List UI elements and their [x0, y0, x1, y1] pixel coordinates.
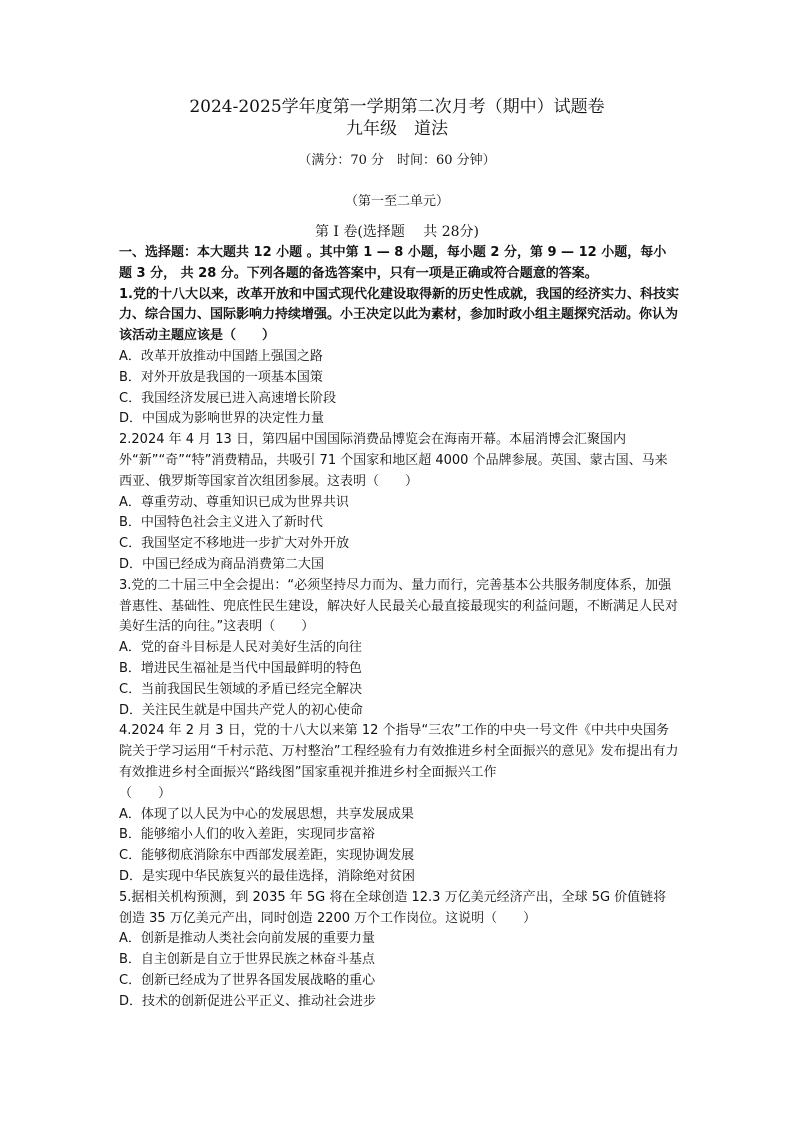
score-time-info: （满分：70 分 时间：60 分钟）: [298, 153, 496, 168]
question-4: [119, 721, 679, 887]
option-d: D．技术的创新促进公平正义、推动社会进步: [119, 993, 377, 1009]
exam-content: [119, 243, 679, 1012]
part-heading: 第 Ⅰ 卷(选择题 共 28分): [314, 224, 480, 240]
question-stem: 4.2024 年 2 月 3 日，党的十八大以来第 12 个指导“三农”工作的中央一号文件《中共中央国务院关于学习运用“千村示范、万村整治”工程经验有力有效推进乡村全面振兴的意见》发布提出有力有效推进乡村全面振兴“路线图”国家重视并推进乡村全面振兴工作: [119, 723, 679, 780]
option-a: A．创新是推动人类社会向前发展的重要力量: [119, 931, 375, 947]
grade-subject: 九年级 道法: [346, 119, 448, 139]
question-stem: 2.2024 年 4 月 13 日，第四届中国国际消费品博览会在海南开幕。本届消博会汇聚国内外“新”“奇”“特”消费精品，共吸引 71 个国家和地区超 4000 个品牌参展。英国、蒙古国、马来西亚、俄罗斯等国家首次组团参展。这表明（ ）: [119, 432, 668, 489]
answer-paren: （ ）: [119, 785, 172, 801]
question-3: [119, 576, 679, 722]
question-stem: 3.党的二十届三中全会提出：“必须坚持尽力而为、量力而行，完善基本公共服务制度体系，加强普惠性、基础性、兜底性民生建设，解决好人民最关心最直接最现实的利益问题，不断满足人民对美好生活的向往。”这表明（ ）: [119, 577, 679, 635]
option-d: D．中国已经成为商品消费第二大国: [119, 556, 325, 572]
option-d: D．是实现中华民族复兴的最佳选择，消除绝对贫困: [119, 868, 416, 884]
option-c: C．能够彻底消除东中西部发展差距，实现协调发展: [119, 848, 415, 864]
option-c: C．我国坚定不移地进一步扩大对外开放: [119, 536, 350, 552]
option-b: B．对外开放是我国的一项基本国策: [119, 369, 323, 385]
unit-scope: （第一至二单元）: [344, 194, 449, 209]
option-b: B．能够缩小人们的收入差距，实现同步富裕: [119, 827, 375, 843]
option-a: A．党的奋斗目标是人民对美好生活的向往: [119, 640, 362, 656]
section-instructions: 一、选择题：本大题共 12 小题 。其中第 1 — 8 小题，每小题 2 分，第 9 — 12 小题，每小题 3 分， 共 28 分。下列各题的备选答案中，只有一项是正确或符合题意的答案。: [119, 245, 667, 281]
option-b: B．增进民生福祉是当代中国最鲜明的特色: [119, 660, 362, 676]
option-c: C．当前我国民生领域的矛盾已经完全解决: [119, 681, 363, 697]
option-c: C．创新已经成为了世界各国发展战略的重心: [119, 972, 376, 988]
exam-title: 2024-2025学年度第一学期第二次月考（期中）试题卷: [189, 97, 605, 117]
option-b: B．中国特色社会主义进入了新时代: [119, 515, 323, 531]
option-b: B．自主创新是自立于世界民族之林奋斗基点: [119, 952, 375, 968]
question-2: [119, 430, 679, 576]
question-stem: 1.党的十八大以来，改革开放和中国式现代化建设取得新的历史性成就，我国的经济实力、科技实力、综合国力、国际影响力持续增强。小王决定以此为素材，参加时政小组主题探究活动。你认为该活动主题应该是（ ）: [119, 286, 679, 344]
option-a: A．体现了以人民为中心的发展思想，共享发展成果: [119, 806, 414, 822]
question-5: [119, 888, 679, 1013]
option-a: A．改革开放推动中国踏上强国之路: [119, 348, 323, 364]
question-1: [119, 285, 679, 431]
option-d: D．中国成为影响世界的决定性力量: [119, 411, 325, 427]
option-a: A．尊重劳动、尊重知识已成为世界共识: [119, 494, 349, 510]
option-d: D．关注民生就是中国共产党人的初心使命: [119, 702, 364, 718]
question-stem: 5.据相关机构预测，到 2035 年 5G 将在全球创造 12.3 万亿美元经济产出，全球 5G 价值链将创造 35 万亿美元产出，同时创造 2200 万个工作岗位。这说明（ ）: [119, 889, 667, 926]
option-c: C．我国经济发展已进入高速增长阶段: [119, 390, 337, 406]
